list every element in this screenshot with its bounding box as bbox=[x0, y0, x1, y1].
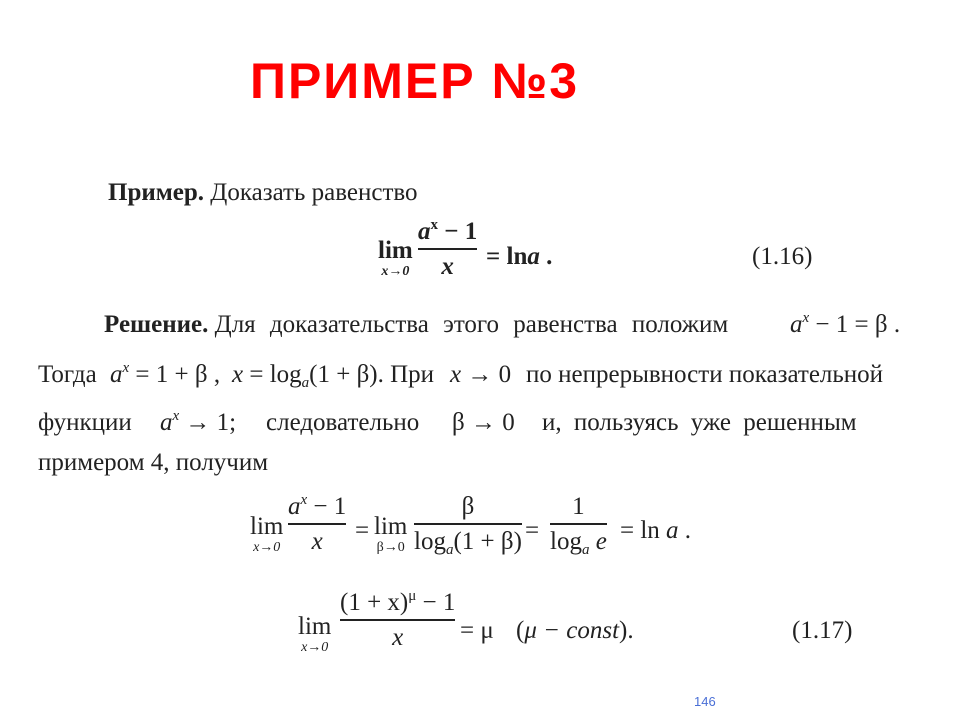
example-dot: . bbox=[197, 179, 205, 206]
formula-1-17-rhs: = μ bbox=[460, 617, 494, 644]
formula-1-17-note: (μ − const). bbox=[516, 617, 634, 644]
formula-1-16-rhs: = lna . bbox=[486, 243, 553, 270]
formula-1-17-fraction: $(1 + x)^\mu - 1$ x bbox=[340, 588, 456, 651]
solution-label: Решение. bbox=[104, 311, 209, 338]
derivation-fraction-1: $a^x - 1$ x bbox=[288, 492, 347, 555]
solution-line-3-math-1: $a^x \to 1$; bbox=[160, 408, 237, 436]
derivation-eq-2: = bbox=[525, 517, 540, 544]
solution-line-3-math-2: β → 0 bbox=[452, 409, 515, 436]
solution-line-4: примером 4, получим bbox=[38, 449, 269, 476]
formula-1-16-fraction bbox=[418, 219, 477, 279]
derivation-rhs: = ln a . bbox=[620, 517, 692, 544]
formula-1-16-denominator: x bbox=[441, 252, 454, 280]
example-line bbox=[108, 180, 418, 205]
example-text: Доказать равенство bbox=[210, 179, 418, 206]
solution-line-2-a: Тогда bbox=[38, 361, 97, 388]
derivation-eq-1: = bbox=[355, 517, 370, 544]
formula-1-17-number: (1.17) bbox=[792, 617, 853, 644]
solution-line-2-b: по непрерывности показательной bbox=[526, 361, 884, 388]
solution-line-2-math-2: $x = \log_a(1 + \beta)$. При bbox=[232, 361, 435, 391]
formula-1-17-lim: lim x→0 bbox=[298, 613, 332, 655]
fraction-bar bbox=[288, 523, 346, 525]
solution-line-3-a: функции bbox=[38, 409, 132, 436]
solution-line-2-math-3: x → 0 bbox=[450, 361, 512, 388]
formula-1-16-lim: lim x→0 bbox=[378, 237, 413, 279]
fraction-bar bbox=[550, 523, 607, 525]
derivation-lim-1: lim x→0 bbox=[250, 513, 284, 555]
fraction-bar bbox=[418, 248, 477, 250]
solution-line-3-c: и, пользуясь уже решенным bbox=[542, 409, 857, 436]
example-label: Пример bbox=[108, 179, 198, 206]
slide-title: ПРИМЕР №3 bbox=[250, 53, 580, 109]
formula-1-16-numerator: $a^x - 1$ bbox=[418, 217, 478, 245]
derivation-lim-2: lim β→0 bbox=[374, 513, 408, 555]
solution-line-1: Решение. Для доказательства этого равенства положим bbox=[104, 311, 729, 338]
solution-line-2-math-1: $a^x = 1 + \beta$ , bbox=[110, 360, 221, 388]
derivation-fraction-3: 1 $\log_a e$ bbox=[550, 493, 607, 558]
solution-line-1-math: $a^x - 1 = \beta$ . bbox=[790, 310, 901, 338]
derivation-fraction-2: β $\log_a(1 + \beta)$ bbox=[414, 493, 522, 558]
formula-1-16-number: (1.16) bbox=[752, 243, 813, 270]
solution-line-3-b: следовательно bbox=[266, 409, 420, 436]
fraction-bar bbox=[340, 619, 455, 621]
fraction-bar bbox=[414, 523, 522, 525]
page-number: 146 bbox=[694, 694, 716, 709]
